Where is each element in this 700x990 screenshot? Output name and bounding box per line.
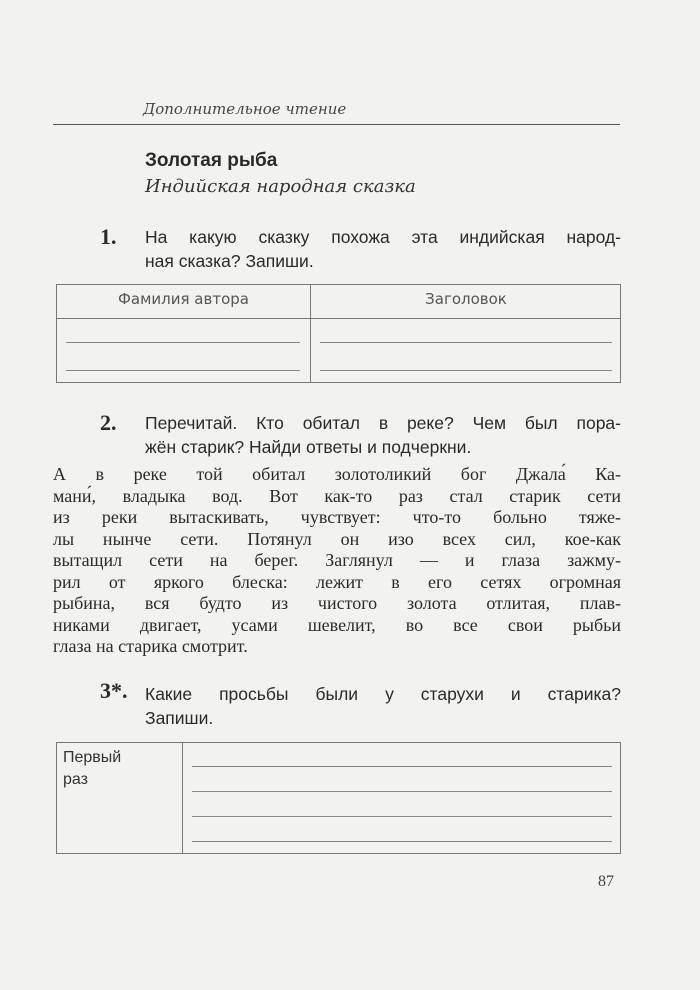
task-2-number: 2. <box>100 410 117 435</box>
title-answer-line[interactable] <box>320 342 612 343</box>
title-answer-line[interactable] <box>320 370 612 371</box>
task-1-line: На какую сказку похожа эта индийская народ- <box>145 227 621 247</box>
task-1-line: ная сказка? Запиши. <box>145 251 314 271</box>
header-rule <box>53 124 620 125</box>
requests-answer-line[interactable] <box>192 791 612 792</box>
task-2-line: жён старик? Найди ответы и подчеркни. <box>145 437 472 457</box>
passage-line: рил от яркого блеска: лежит в его сетях огромная <box>53 571 621 592</box>
row-label-first-time <box>63 747 121 791</box>
requests-answer-line[interactable] <box>192 841 612 842</box>
passage-line: А в реке той обитал золотоликий бог Джала́ Ка- <box>53 464 621 484</box>
story-title: Золотая рыба <box>145 150 278 171</box>
table-divider <box>182 743 183 853</box>
passage-line: мани́, владыка вод. Вот как-то раз стал старик сети <box>53 485 621 506</box>
task-3-number: 3*. <box>100 678 128 703</box>
row-label-line: Первый <box>63 749 122 766</box>
task-2-line: Перечитай. Кто обитал в реке? Чем был пора- <box>145 413 621 433</box>
task-2-text <box>145 411 621 459</box>
passage-line: рыбина, вся будто из чистого золота отлитая, плав- <box>53 593 621 613</box>
column-header-author: Фамилия автора <box>118 290 249 308</box>
task-3-line: Какие просьбы были у старухи и старика? <box>145 684 621 704</box>
requests-answer-line[interactable] <box>192 766 612 767</box>
task-1-number: 1. <box>100 224 117 249</box>
passage-line: вытащил сети на берег. Заглянул — и глаза зажму- <box>53 550 621 570</box>
table-header-rule <box>57 318 620 319</box>
passage-line: лы нынче сети. Потянул он изо всех сил, кое-как <box>53 528 621 549</box>
task-3-line: Запиши. <box>145 708 214 728</box>
story-passage <box>53 464 621 658</box>
requests-table <box>56 742 621 854</box>
passage-line: из реки вытаскивать, чувствует: что-то больно тяже- <box>53 507 621 527</box>
author-answer-line[interactable] <box>66 342 300 343</box>
task-1-text <box>145 225 621 273</box>
passage-line: никами двигает, усами шевелит, во все свои рыбьи <box>53 614 621 635</box>
requests-answer-line[interactable] <box>192 816 612 817</box>
column-header-title: Заголовок <box>425 290 507 308</box>
row-label-line: раз <box>63 771 88 788</box>
author-answer-line[interactable] <box>66 370 300 371</box>
story-subtitle: Индийская народная сказка <box>145 176 416 197</box>
author-title-table <box>56 284 621 383</box>
passage-line: глаза на старика смотрит. <box>53 636 248 656</box>
page-number: 87 <box>598 873 614 890</box>
task-3-text <box>145 682 621 730</box>
section-header: Дополнительное чтение <box>143 100 347 118</box>
